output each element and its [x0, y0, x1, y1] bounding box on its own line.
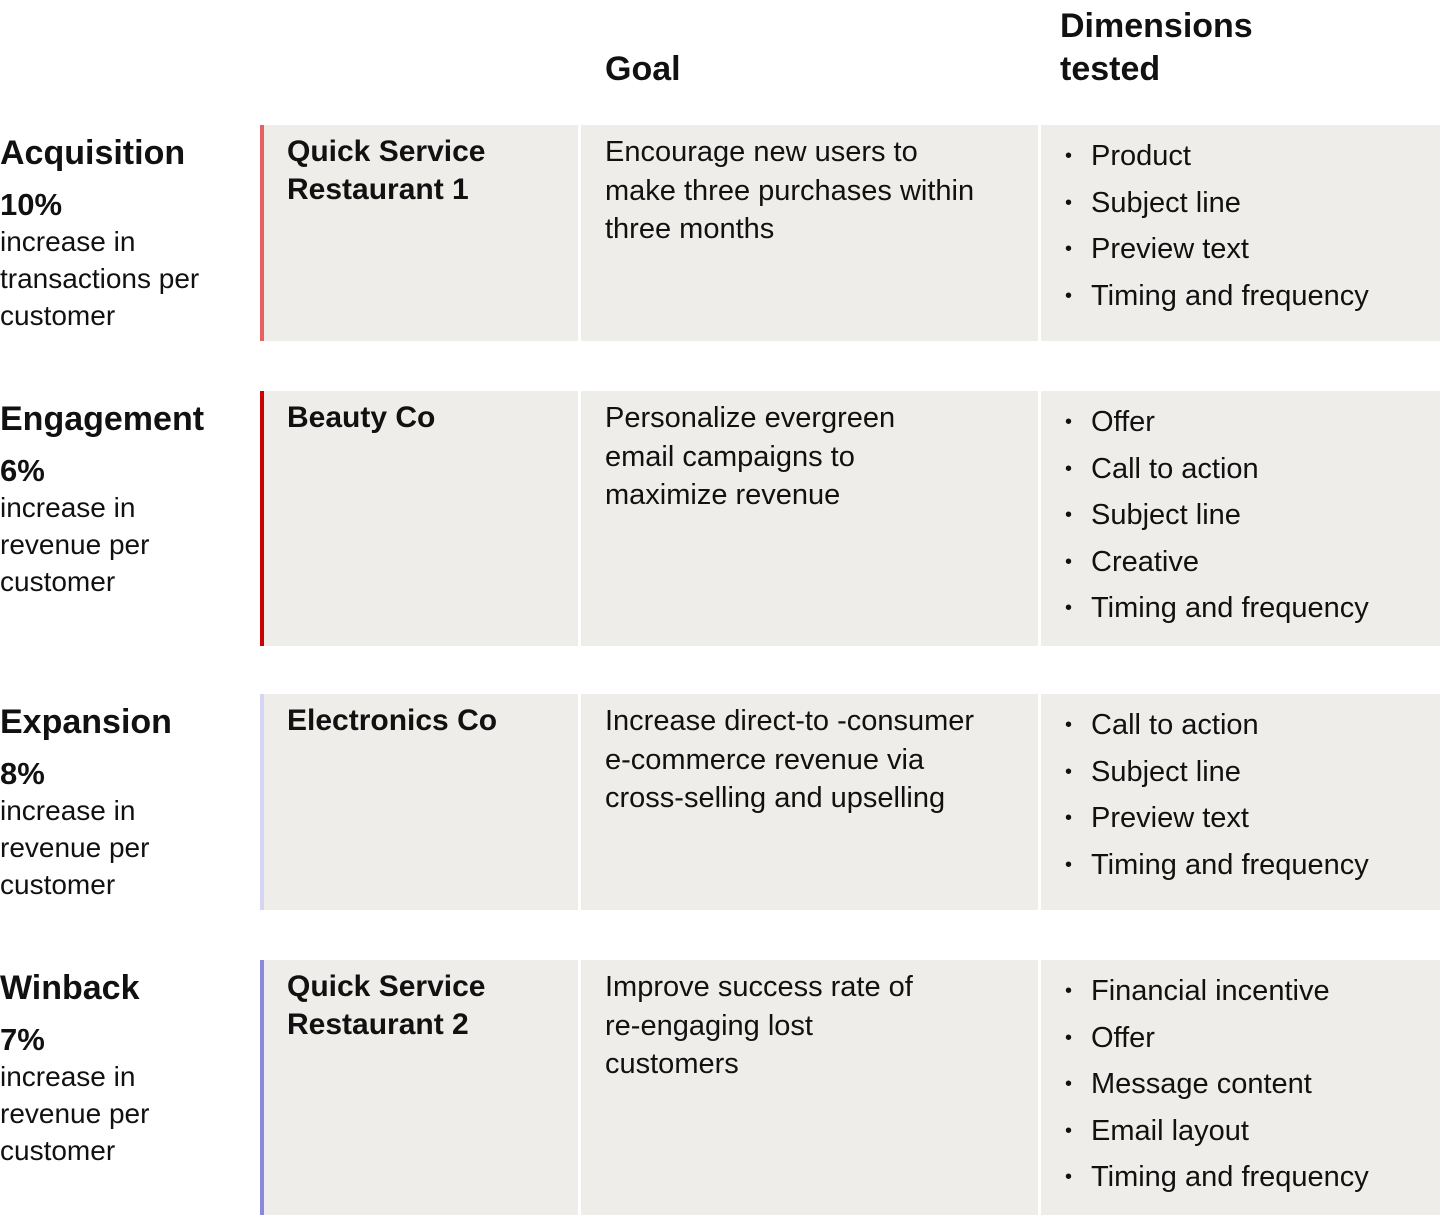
stage-name: Expansion — [0, 703, 172, 741]
table-row — [0, 125, 1440, 341]
company-cell — [260, 694, 578, 910]
company-cell — [260, 391, 578, 646]
goal-text: Improve success rate of re-engaging lost customers — [605, 971, 913, 1080]
dimensions-list — [1065, 399, 1440, 632]
dimension-item: • Call to action — [1065, 702, 1440, 749]
dimensions-list — [1065, 133, 1440, 319]
dimension-item: • Timing and frequency — [1065, 1154, 1440, 1201]
stage-block — [0, 399, 240, 600]
metric-description: increase in revenue per customer — [0, 795, 150, 900]
goal-cell — [581, 960, 1038, 1215]
dimension-item: • Message content — [1065, 1061, 1440, 1108]
stage-name: Engagement — [0, 400, 205, 438]
dimension-item: • Email layout — [1065, 1108, 1440, 1155]
dimensions-cell — [1041, 391, 1440, 646]
metric-description: increase in revenue per customer — [0, 1061, 150, 1166]
goal-column-header: Goal — [605, 50, 681, 88]
dimension-item: • Financial incentive — [1065, 968, 1440, 1015]
metric-value: 10% — [0, 187, 63, 222]
metric-value: 7% — [0, 1022, 45, 1057]
dimension-item: • Creative — [1065, 539, 1440, 586]
table-row — [0, 391, 1440, 646]
goal-text: Encourage new users to make three purchases within three months — [605, 136, 975, 245]
goal-cell — [581, 391, 1038, 646]
dimension-item: • Timing and frequency — [1065, 842, 1440, 889]
goal-text: Increase direct-to -consumer e-commerce revenue via cross-selling and upselling — [605, 705, 975, 814]
metric-description: increase in transactions per customer — [0, 226, 200, 331]
stage-name: Acquisition — [0, 134, 186, 172]
dimensions-cell — [1041, 125, 1440, 341]
dimensions-cell — [1041, 960, 1440, 1215]
dimension-item: • Timing and frequency — [1065, 585, 1440, 632]
dimensions-cell — [1041, 694, 1440, 910]
company-cell — [260, 960, 578, 1215]
company-name: Electronics Co — [287, 704, 498, 737]
dimensions-list — [1065, 702, 1440, 888]
company-cell — [260, 125, 578, 341]
dimension-item: • Preview text — [1065, 795, 1440, 842]
dimension-item: • Call to action — [1065, 446, 1440, 493]
dimension-item: • Subject line — [1065, 749, 1440, 796]
stage-block — [0, 133, 240, 334]
dimensions-column-header: Dimensions tested — [1060, 7, 1253, 88]
dimension-item: • Product — [1065, 133, 1440, 180]
goal-cell — [581, 125, 1038, 341]
table-row — [0, 960, 1440, 1215]
stage-name: Winback — [0, 969, 140, 1007]
company-name: Beauty Co — [287, 401, 436, 434]
table-row — [0, 694, 1440, 910]
company-name: Quick Service Restaurant 2 — [287, 970, 486, 1041]
stage-block — [0, 968, 240, 1169]
stage-block — [0, 702, 240, 903]
goal-text: Personalize evergreen email campaigns to maximize revenue — [605, 402, 896, 511]
goal-cell — [581, 694, 1038, 910]
company-name: Quick Service Restaurant 1 — [287, 135, 486, 206]
metric-value: 8% — [0, 756, 45, 791]
dimension-item: • Subject line — [1065, 180, 1440, 227]
dimension-item: • Offer — [1065, 399, 1440, 446]
dimension-item: • Subject line — [1065, 492, 1440, 539]
metric-value: 6% — [0, 453, 45, 488]
metric-description: increase in revenue per customer — [0, 492, 150, 597]
dimension-item: • Preview text — [1065, 226, 1440, 273]
dimension-item: • Offer — [1065, 1015, 1440, 1062]
dimensions-list — [1065, 968, 1440, 1201]
dimension-item: • Timing and frequency — [1065, 273, 1440, 320]
